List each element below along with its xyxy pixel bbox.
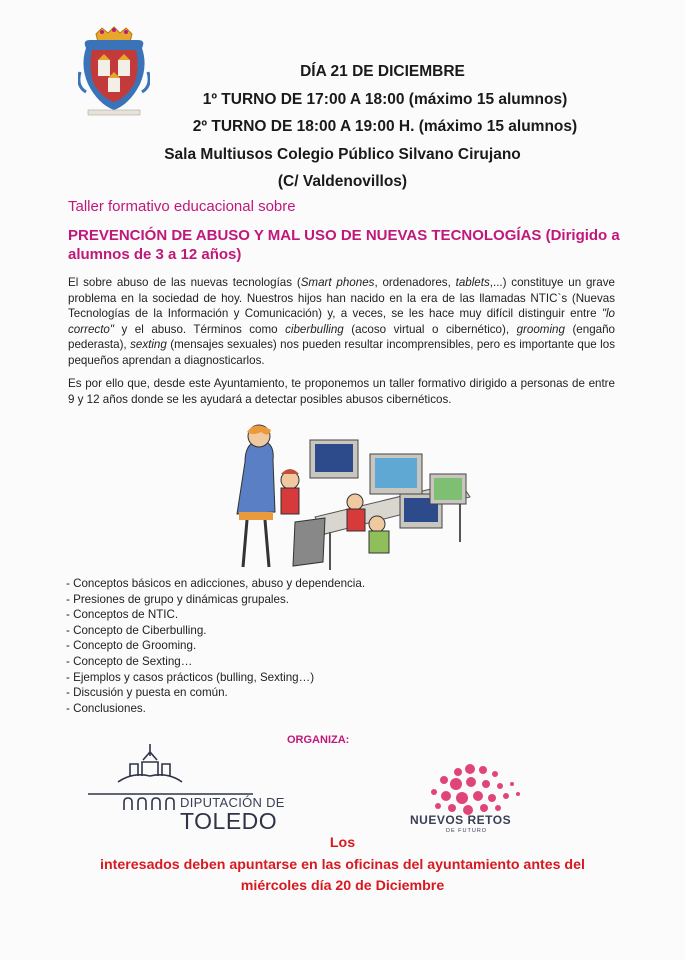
list-item: - Ejemplos y casos prácticos (bulling, Sexting…)	[66, 670, 315, 684]
venue: Sala Multiusos Colegio Público Silvano Cirujano	[164, 145, 521, 163]
notice-line: Los	[329, 835, 356, 851]
computer-class-illustration	[205, 422, 475, 572]
toledo-logo-big-text: TOLEDO	[180, 808, 278, 834]
list-item: - Discusión y puesta en común.	[66, 686, 228, 700]
list-item: - Conclusiones.	[66, 701, 146, 715]
list-item: - Presiones de grupo y dinámicas grupales.	[66, 592, 289, 606]
description-paragraph: El sobre abuso de las nuevas tecnologías (Smart phones, ordenadores, tablets,...) constituye un grave problema en la sociedad de hoy. Nuestros hijos han nacido en la era de las llamadas NTIC`s (Nuevas Tecnologías de la Información y Comunicación) y, a veces, se les hace muy difícil distinguir entre "lo correcto" y el abuso. Términos como ciberbulling (acoso virtual o cibernético), grooming (engaño pederasta), sexting (mensajes sexuales) nos pueden resultar incomprensibles, pero es importante que los pequeños aprendan a diagnosticarlos.	[68, 276, 615, 367]
list-item: - Concepto de Ciberbulling.	[66, 623, 207, 637]
turn-two: 2º TURNO DE 18:00 A 19:00 H. (máximo 15 alumnos)	[192, 118, 578, 135]
invitation-paragraph: Es por ello que, desde este Ayuntamiento, te proponemos un taller formativo dirigido a personas de entre 9 y 12 años donde se les ayudará a detectar posibles abusos cibernéticos.	[68, 377, 615, 406]
notice-line: miércoles día 20 de Diciembre	[240, 878, 445, 894]
topics-list	[66, 576, 365, 716]
organizer-label: ORGANIZA:	[287, 734, 350, 746]
turn-one: 1º TURNO DE 17:00 A 18:00 (máximo 15 alumnos)	[202, 90, 568, 108]
registration-notice	[0, 833, 685, 898]
event-details	[0, 58, 685, 196]
workshop-title: PREVENCIÓN DE ABUSO Y MAL USO DE NUEVAS TECNOLOGÍAS (Dirigido a alumnos de 3 a 12 años)	[68, 227, 620, 263]
workshop-intro: Taller formativo educacional sobre	[68, 198, 296, 215]
list-item: - Concepto de Grooming.	[66, 639, 197, 653]
list-item: - Conceptos básicos en adicciones, abuso y dependencia.	[66, 577, 366, 590]
notice-line: interesados deben apuntarse en las oficinas del ayuntamiento antes del	[100, 856, 585, 873]
toledo-logo-small-text: DIPUTACIÓN DE	[180, 795, 285, 810]
list-item: - Conceptos de NTIC.	[66, 608, 179, 622]
nuevos-retos-subtitle: DE FUTURO	[446, 828, 488, 834]
list-item: - Concepto de Sexting…	[66, 654, 193, 668]
nuevos-retos-name: NUEVOS RETOS	[410, 813, 512, 827]
event-date: DÍA 21 DE DICIEMBRE	[300, 63, 465, 80]
street: (C/ Valdenovillos)	[277, 173, 408, 190]
nuevos-retos-dots-icon	[414, 762, 524, 820]
